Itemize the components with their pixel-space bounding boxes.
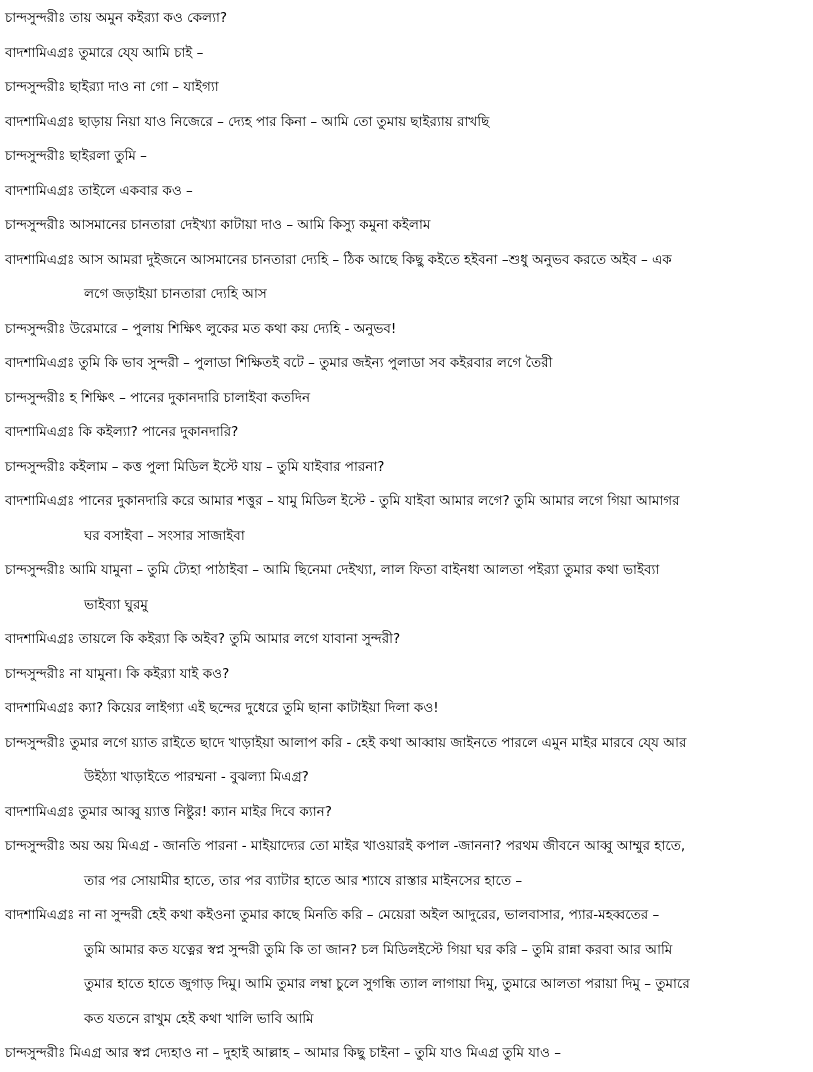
speaker-name: চান্দসুন্দরীঃ — [5, 79, 66, 95]
dialogue-text: তুমার লগে য়্যাত রাইতে ছাদে খাড়াইয়া আলাপ করি - হেই কথা আব্বায় জাইনতে পারলে এমুন মাইর মারবে যে্য আর — [69, 734, 687, 751]
speaker-name: বাদশামিএগ্রঃ — [5, 803, 75, 820]
dialogue-continuation — [84, 767, 309, 787]
dialogue-text: তুমারে যে্য আমি চাই – — [78, 44, 204, 61]
dialogue-line — [5, 388, 310, 408]
dialogue-continuation — [84, 526, 245, 546]
dialogue-text: ছাইর‍্যা দাও না গো – যাইগ্যা — [69, 79, 219, 95]
speaker-name: বাদশামিএগ্রঃ — [5, 493, 75, 509]
dialogue-text: লগে জড়াইয়া চানতারা দ্যেহি আস — [84, 286, 267, 302]
speaker-name: বাদশামিএগ্রঃ — [5, 424, 75, 440]
dialogue-text: পানের দুকানদারি করে আমার শত্তুর – যামু মিডিল ইস্টে - তুমি যাইবা আমার লগে? তুমি আমার লগে গিয়া আমাগর — [78, 493, 680, 509]
dialogue-continuation — [84, 974, 690, 994]
speaker-name: বাদশামিএগ্রঃ — [5, 631, 75, 647]
dialogue-line — [5, 457, 384, 477]
speaker-name: চান্দসুন্দরীঃ — [5, 10, 66, 26]
speaker-name: চান্দসুন্দরীঃ — [5, 389, 66, 406]
speaker-name: চান্দসুন্দরীঃ — [5, 148, 66, 164]
dialogue-text: না না সুন্দরী হেই কথা কইওনা তুমার কাছে মিনতি করি – মেয়েরা অইল আদুরের, ভালবাসার, প্যার-মহব্বতের – — [78, 907, 660, 923]
dialogue-text: তুমার আব্বু য়্যাত্ত নিষ্টুর! ক্যান মাইর দিবে ক্যান? — [78, 803, 332, 820]
dialogue-text: উইঠ্যা খাড়াইতে পারম্মনা - বুঝল্যা মিএগ্র? — [84, 769, 309, 785]
dialogue-line — [5, 802, 332, 822]
dialogue-line — [5, 250, 672, 270]
dialogue-line — [5, 8, 227, 28]
dialogue-line — [5, 664, 229, 684]
dialogue-text: ক্যা? কিয়ের লাইগ্যা এই ছন্দের দুধেরে তুমি ছানা কাটাইয়া দিলা কও! — [78, 700, 439, 716]
dialogue-line — [5, 629, 400, 649]
dialogue-text: ছাড়ায় নিয়া যাও নিজেরে – দ্যেহ পার কিনা – আমি তো তুমায় ছাইর‍্যায় রাখছি — [78, 113, 490, 130]
dialogue-line — [5, 215, 430, 235]
dialogue-continuation — [84, 595, 148, 615]
dialogue-line — [5, 905, 659, 925]
dialogue-text: উরেমারে – পুলায় শিক্ষিৎ লুকের মত কথা কয় দ্যেহি - অনুভব! — [69, 320, 397, 337]
dialogue-line — [5, 698, 439, 718]
dialogue-line — [5, 422, 238, 442]
dialogue-text: ঘর বসাইবা – সংসার সাজাইবা — [84, 527, 245, 544]
speaker-name: চান্দসুন্দরীঃ — [5, 1045, 66, 1061]
dialogue-text: তার পর সোয়ামীর হাতে, তার পর ব্যাটার হাতে আর শ্যাষে রাস্তার মাইনসের হাতে – — [84, 872, 523, 889]
dialogue-text: কি কইল্যা? পানের দুকানদারি? — [78, 424, 239, 440]
dialogue-text: তুমার হাতে হাতে জুগাড় দিমু। আমি তুমার লম্বা চুলে সুগন্ধি ত্যাল লাগায়া দিমু, তুমারে আলতা পরায়া দিমু – তুমারে — [84, 976, 690, 992]
speaker-name: বাদশামিএগ্রঃ — [5, 700, 75, 716]
dialogue-line — [5, 1043, 561, 1063]
dialogue-continuation — [84, 940, 672, 960]
speaker-name: চান্দসুন্দরীঃ — [5, 665, 66, 682]
dialogue-text: অয় অয় মিএগ্র - জানতি পারনা - মাইয়াদ্যের তো মাইর খাওয়ারই কপাল -জাননা? পরথম জীবনে আব্বু আম্মুর হাতে, — [69, 838, 686, 854]
dialogue-line — [5, 319, 396, 339]
dialogue-line — [5, 733, 686, 753]
speaker-name: চান্দসুন্দরীঃ — [5, 562, 66, 578]
dialogue-line — [5, 43, 203, 63]
dialogue-line — [5, 181, 193, 201]
speaker-name: বাদশামিএগ্রঃ — [5, 355, 75, 371]
dialogue-text: কত যতনে রাখুম হেই কথা খালি ভাবি আমি — [84, 1010, 314, 1027]
speaker-name: চান্দসুন্দরীঃ — [5, 217, 66, 233]
dialogue-line — [5, 836, 685, 856]
speaker-name: বাদশামিএগ্রঃ — [5, 907, 75, 923]
dialogue-text: তুমি কি ভাব সুন্দরী – পুলাডা শিক্ষিতই বটে – তুমার জইন্য পুলাডা সব কইরবার লগে তৈরী — [78, 355, 553, 371]
dialogue-text: আসমানের চানতারা দেইখ্যা কাটায়া দাও – আমি কিস্যু কমুনা কইলাম — [69, 217, 431, 233]
dialogue-text: হ শিক্ষিৎ – পানের দুকানদারি চালাইবা কতদিন — [69, 389, 311, 406]
speaker-name: চান্দসুন্দরীঃ — [5, 734, 66, 751]
dialogue-text: কইলাম – কত্ত পুলা মিডিল ইস্টে যায় – তুমি যাইবার পারনা? — [69, 458, 385, 475]
speaker-name: বাদশামিএগ্রঃ — [5, 113, 75, 130]
dialogue-line — [5, 560, 659, 580]
speaker-name: চান্দসুন্দরীঃ — [5, 838, 66, 854]
dialogue-text: তায়লে কি কইর‍্যা কি অইব? তুমি আমার লগে যাবানা সুন্দরী? — [78, 631, 401, 647]
dialogue-line — [5, 146, 147, 166]
dialogue-line — [5, 491, 680, 511]
dialogue-text: তুমি আমার কত যত্নের স্বপ্ন সুন্দরী তুমি কি তা জান? চল মিডিলইস্টে গিয়া ঘর করি – তুমি রান্না করবা আর আমি — [84, 941, 673, 958]
dialogue-text: ভাইব্যা ঘুরমু — [84, 596, 148, 613]
dialogue-text: তায় অমুন কইর‍্যা কও কেল্যা? — [69, 10, 228, 26]
dialogue-line — [5, 77, 219, 97]
speaker-name: চান্দসুন্দরীঃ — [5, 458, 66, 475]
dialogue-text: আমি যামুনা – তুমি ট্যেহা পাঠাইবা – আমি ছিনেমা দেইখ্যা, লাল ফিতা বাইনধা আলতা পইর‍্যা তুমার কথা ভাইব্যা — [69, 562, 660, 578]
dialogue-text: না যামুনা। কি কইর‍্যা যাই কও? — [69, 665, 230, 682]
dialogue-text: মিএগ্র আর স্বপ্ন দ্যেহাও না – দুহাই আল্লাহ – আমার কিছু চাইনা – তুমি যাও মিএগ্র তুমি যাও – — [69, 1045, 561, 1061]
speaker-name: বাদশামিএগ্রঃ — [5, 44, 75, 61]
speaker-name: বাদশামিএগ্রঃ — [5, 251, 75, 268]
dialogue-continuation — [84, 871, 522, 891]
speaker-name: চান্দসুন্দরীঃ — [5, 320, 66, 337]
dialogue-continuation — [84, 1009, 314, 1029]
dialogue-continuation — [84, 284, 267, 304]
dialogue-text: ছাইরলা তুমি – — [69, 148, 147, 164]
dialogue-text: আস আমরা দুইজনে আসমানের চানতারা দ্যেহি – ঠিক আছে কিছু কইতে হইবনা –শুধু অনুভব করতে অইব – এক — [78, 251, 672, 268]
dialogue-line — [5, 353, 552, 373]
dialogue-line — [5, 112, 489, 132]
dialogue-text: তাইলে একবার কও – — [78, 182, 193, 199]
speaker-name: বাদশামিএগ্রঃ — [5, 182, 75, 199]
